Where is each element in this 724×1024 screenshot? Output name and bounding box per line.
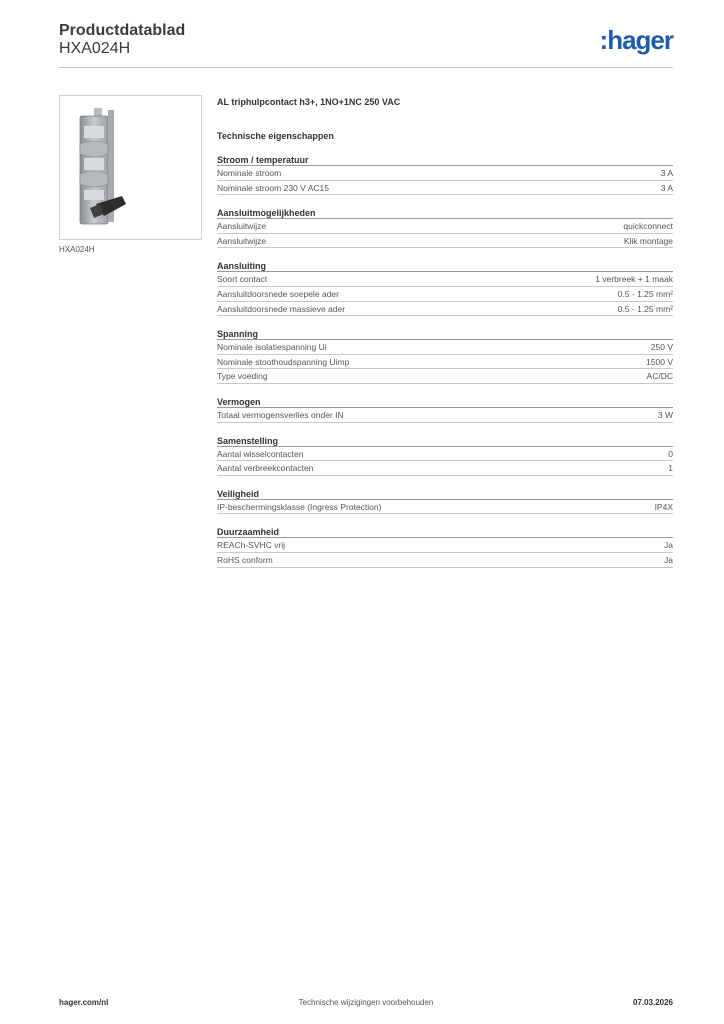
spec-value: Klik montage (623, 235, 673, 246)
spec-group-title: Stroom / temperatuur (217, 154, 673, 166)
spec-value: quickconnect (623, 221, 673, 232)
spec-row (217, 340, 673, 355)
spec-row (217, 219, 673, 234)
spec-row (217, 287, 673, 302)
spec-label: IP-beschermingsklasse (Ingress Protection) (217, 501, 382, 512)
spec-group-title: Spanning (217, 328, 673, 340)
spec-group-title: Duurzaamheid (217, 526, 673, 538)
spec-row (217, 408, 673, 423)
spec-value: 3 A (660, 182, 673, 193)
spec-groups (217, 154, 673, 568)
spec-value: Ja (664, 554, 673, 565)
spec-value: 3 A (660, 168, 673, 178)
spec-row (217, 181, 673, 196)
page-footer (59, 998, 673, 1010)
spec-row (217, 461, 673, 476)
auxiliary-contact-illustration (60, 96, 203, 241)
spec-group (217, 396, 673, 423)
spec-value: Ja (664, 540, 673, 551)
footer-website: hager.com/nl (59, 998, 109, 1007)
spec-group-title: Samenstelling (217, 435, 673, 447)
page-header (59, 22, 673, 68)
spec-label: Nominale stroom 230 V AC15 (217, 182, 329, 193)
spec-label: Soort contact (217, 274, 268, 285)
image-caption: HXA024H (59, 245, 95, 254)
spec-value: 250 V (650, 342, 673, 353)
spec-value: 1 (668, 463, 673, 474)
spec-row (217, 369, 673, 384)
spec-row (217, 553, 673, 568)
spec-label: Aansluitdoorsnede massieve ader (217, 303, 346, 314)
spec-label: Nominale stroom (217, 168, 282, 178)
spec-label: Aansluitdoorsnede soepele ader (217, 288, 339, 299)
spec-value: IP4X (654, 501, 673, 512)
spec-group (217, 154, 673, 195)
spec-value: 1 verbreek + 1 maak (595, 274, 673, 285)
footer-date: 07.03.2026 (632, 998, 673, 1007)
spec-group (217, 488, 673, 515)
spec-label: RoHS conform (217, 554, 273, 565)
spec-group-title: Vermogen (217, 396, 673, 408)
spec-group (217, 260, 673, 316)
document-title: Productdatablad (59, 22, 186, 39)
spec-group-title: Aansluiting (217, 260, 673, 272)
spec-row (217, 272, 673, 287)
spec-value: 1500 V (646, 356, 673, 367)
spec-group (217, 526, 673, 567)
spec-row (217, 500, 673, 515)
spec-content (217, 96, 673, 568)
spec-label: Totaal vermogensverlies onder IN (217, 409, 344, 420)
spec-row (217, 538, 673, 553)
spec-group (217, 207, 673, 248)
product-image (59, 95, 202, 240)
spec-group-title: Aansluitmogelijkheden (217, 207, 673, 219)
spec-value: AC/DC (646, 371, 673, 382)
spec-row (217, 166, 673, 181)
spec-label: REACh-SVHC vrij (217, 540, 286, 551)
spec-group-title: Veiligheid (217, 488, 673, 500)
spec-label: Nominale stoothoudspanning Uimp (217, 356, 350, 367)
spec-group (217, 328, 673, 384)
technical-properties-heading: Technische eigenschappen (217, 131, 334, 141)
spec-label: Aansluitwijze (217, 221, 267, 232)
product-name: AL triphulpcontact h3+, 1NO+1NC 250 VAC (217, 97, 401, 107)
spec-label: Aantal verbreekcontacten (217, 463, 314, 474)
spec-value: 3 W (657, 409, 673, 420)
spec-group (217, 435, 673, 476)
spec-row (217, 447, 673, 462)
spec-value: 0.5 - 1.25 mm² (617, 288, 673, 299)
spec-label: Type voeding (217, 371, 268, 382)
spec-label: Nominale isolatiespanning Ui (217, 342, 327, 353)
spec-row (217, 302, 673, 317)
spec-label: Aantal wisselcontacten (217, 448, 304, 459)
spec-value: 0.5 - 1.25 mm² (617, 303, 673, 314)
spec-row (217, 355, 673, 370)
spec-label: Aansluitwijze (217, 235, 267, 246)
spec-value: 0 (668, 448, 673, 459)
footer-notice: Technische wijzigingen voorbehouden (298, 998, 434, 1007)
spec-row (217, 234, 673, 249)
hager-logo: :hager (599, 25, 673, 55)
product-code: HXA024H (59, 40, 131, 57)
